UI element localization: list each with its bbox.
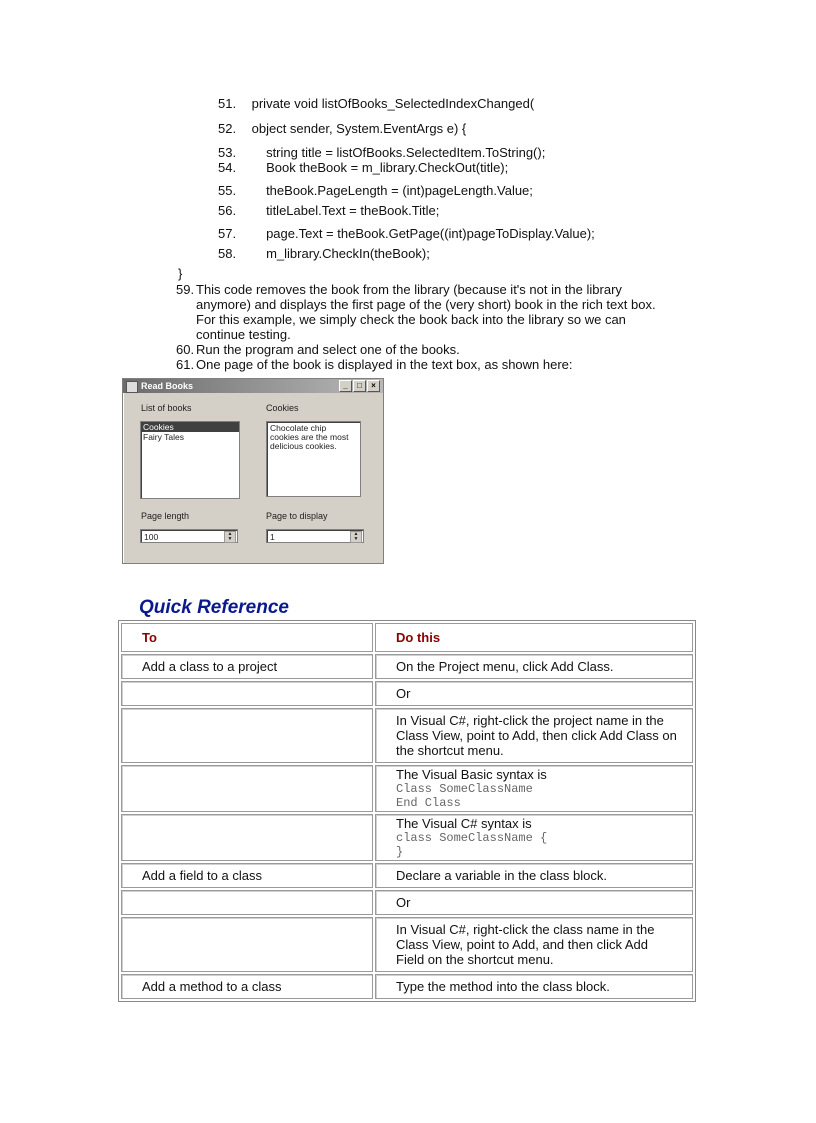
to-cell <box>121 814 373 861</box>
step-text: This code removes the book from the library (because it's not in the library anymore) and displays the first page of the (very short) book in the rich text box. For this example, we simply check the book back into the library so we can continue testing. <box>196 282 656 342</box>
table-row <box>121 654 693 679</box>
table-row <box>121 974 693 999</box>
table-row <box>121 765 693 812</box>
line-number: 57. <box>218 226 237 241</box>
line-number: 54. <box>218 160 237 175</box>
page-display-value: 1 <box>270 532 275 542</box>
step-number: 60. <box>176 342 195 357</box>
to-cell <box>121 681 373 706</box>
page-length-value: 100 <box>144 532 159 542</box>
step-text: Run the program and select one of the books. <box>196 342 460 357</box>
table-row <box>121 814 693 861</box>
do-text: In Visual C#, right-click the project name in the Class View, point to Add, then click Add Class on <box>396 713 677 743</box>
column-header: To <box>121 623 373 652</box>
code-text: page.Text = theBook.GetPage((int)pageToDisplay.Value); <box>251 226 595 241</box>
do-cell: Type the method into the class block. <box>375 974 693 999</box>
code-text: theBook.PageLength = (int)pageLength.Value; <box>251 183 533 198</box>
to-cell <box>121 765 373 812</box>
code-text: private void listOfBooks_SelectedIndexChanged( <box>251 96 535 111</box>
code-text: Book theBook = m_library.CheckOut(title); <box>251 160 509 175</box>
code-snippet: End Class <box>396 796 461 810</box>
do-text: The Visual C# syntax is <box>396 816 532 831</box>
do-cell: Or <box>375 681 693 706</box>
step-item <box>176 357 656 372</box>
table-row <box>121 917 693 972</box>
section-title: Quick Reference <box>139 597 289 618</box>
page-to-display-stepper[interactable] <box>266 529 364 543</box>
page-length-label: Page length <box>141 511 190 521</box>
line-number: 58. <box>218 246 237 261</box>
do-text: In Visual C#, right-click the class name in the Class View, point to Add, and then click Add Field on the shortcut menu. <box>396 922 655 967</box>
code-text: string title = listOfBooks.SelectedItem.ToString(); <box>251 145 546 160</box>
code-text: titleLabel.Text = theBook.Title; <box>251 203 440 218</box>
do-cell <box>375 814 693 861</box>
page-textbox[interactable]: Chocolate chip cookies are the most delicious cookies. <box>266 421 361 497</box>
page-length-stepper[interactable] <box>140 529 238 543</box>
code-line <box>218 226 595 242</box>
title-label: Cookies <box>266 403 299 413</box>
line-number: 52. <box>218 121 237 136</box>
list-item[interactable]: Fairy Tales <box>143 432 184 442</box>
code-line <box>218 203 439 219</box>
spin-arrows-icon[interactable]: ▲ ▼ <box>224 531 236 543</box>
list-of-books-label: List of books <box>141 403 192 413</box>
line-number: 51. <box>218 96 237 111</box>
to-cell: Add a method to a class <box>121 974 373 999</box>
step-item <box>176 342 656 357</box>
do-cell <box>375 765 693 812</box>
read-books-window <box>122 378 384 564</box>
maximize-button[interactable]: □ <box>353 380 366 392</box>
numbered-steps <box>176 282 656 372</box>
code-snippet: } <box>396 845 404 859</box>
quick-reference-table <box>118 620 696 1002</box>
line-number: 56. <box>218 203 237 218</box>
closing-brace: } <box>178 266 183 281</box>
do-cell: On the Project menu, click Add Class. <box>375 654 693 679</box>
code-text: object sender, System.EventArgs e) { <box>251 121 467 136</box>
do-text: the shortcut menu. <box>396 743 504 758</box>
page-to-display-label: Page to display <box>266 511 328 521</box>
line-number: 53. <box>218 145 237 160</box>
to-cell: Add a field to a class <box>121 863 373 888</box>
step-text: One page of the book is displayed in the text box, as shown here: <box>196 357 573 372</box>
code-line <box>218 246 430 262</box>
to-cell <box>121 708 373 763</box>
table-row <box>121 708 693 763</box>
code-line <box>218 145 545 161</box>
do-cell <box>375 708 693 763</box>
to-cell <box>121 917 373 972</box>
code-line <box>218 183 533 199</box>
table-row <box>121 681 693 706</box>
step-item <box>176 282 656 342</box>
code-line <box>218 160 508 176</box>
column-header: Do this <box>375 623 693 652</box>
code-snippet: Class SomeClassName <box>396 782 533 796</box>
do-text: The Visual Basic syntax is <box>396 767 547 782</box>
close-button[interactable]: × <box>367 380 380 392</box>
do-cell <box>375 917 693 972</box>
table-row <box>121 863 693 888</box>
window-titlebar <box>123 379 383 393</box>
table-header-row <box>121 623 693 652</box>
minimize-button[interactable]: _ <box>339 380 352 392</box>
code-line <box>218 121 466 137</box>
code-snippet: class SomeClassName { <box>396 831 548 845</box>
code-line <box>218 96 534 112</box>
do-cell: Declare a variable in the class block. <box>375 863 693 888</box>
line-number: 55. <box>218 183 237 198</box>
spin-arrows-icon[interactable]: ▲ ▼ <box>350 531 362 543</box>
code-text: m_library.CheckIn(theBook); <box>251 246 430 261</box>
to-cell: Add a class to a project <box>121 654 373 679</box>
step-number: 59. <box>176 282 195 297</box>
table-row <box>121 890 693 915</box>
app-icon <box>126 381 138 393</box>
list-item[interactable]: Cookies <box>141 422 239 432</box>
window-title: Read Books <box>141 381 194 391</box>
books-listbox[interactable] <box>140 421 240 499</box>
step-number: 61. <box>176 357 195 372</box>
do-cell: Or <box>375 890 693 915</box>
to-cell <box>121 890 373 915</box>
